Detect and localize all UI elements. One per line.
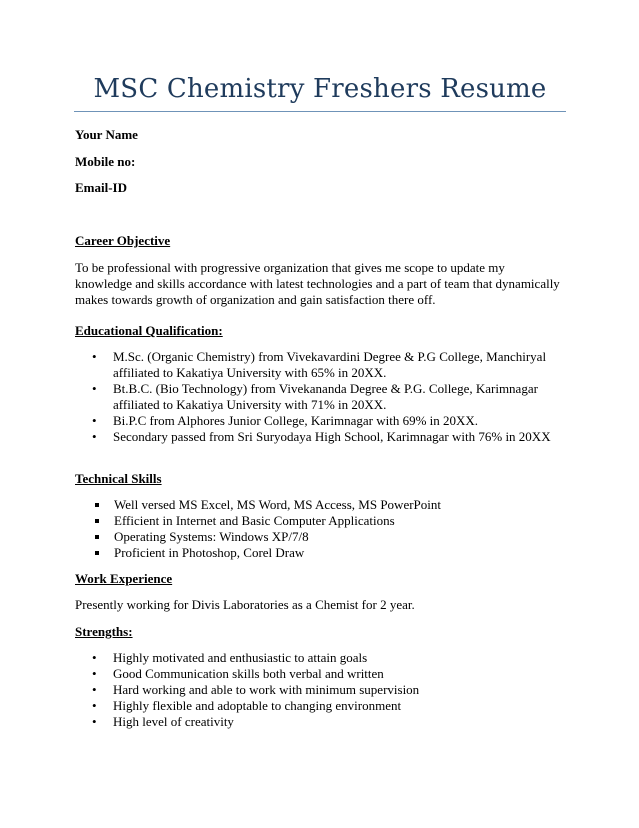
education-item: • Bi.P.C from Alphores Junior College, Karimnagar with 69% in 20XX. [92,413,572,429]
strength-item: • High level of creativity [92,714,562,730]
contact-email: Email-ID [75,180,127,195]
education-list [92,349,572,445]
strength-item: • Highly flexible and adoptable to changing environment [92,698,562,714]
technical-skills-heading: Technical Skills [75,471,162,486]
contact-mobile: Mobile no: [75,154,136,169]
education-item: • Bt.B.C. (Bio Technology) from Vivekananda Degree & P.G. College, Karimnagar affiliated to Kakatiya University with 71% in 20XX. [92,381,572,413]
strength-item: • Hard working and able to work with minimum supervision [92,682,562,698]
strengths-list [92,650,562,730]
education-item: • M.Sc. (Organic Chemistry) from Vivekavardini Degree & P.G College, Manchiryal affiliated to Kakatiya University with 65% in 20XX. [92,349,572,381]
skill-item: Efficient in Internet and Basic Computer Applications [93,513,563,529]
career-objective-text: To be professional with progressive organization that gives me scope to update my knowledge and skills accordance with latest technologies and a part of team that dynamically makes towards growth of organization and gain satisfaction there off. [75,260,560,307]
work-experience-text: Presently working for Divis Laboratories as a Chemist for 2 year. [75,597,415,612]
skill-item: Well versed MS Excel, MS Word, MS Access, MS PowerPoint [93,497,563,513]
education-item: • Secondary passed from Sri Suryodaya High School, Karimnagar with 76% in 20XX [92,429,572,445]
career-objective-heading: Career Objective [75,233,171,248]
strength-item: • Good Communication skills both verbal and written [92,666,562,682]
work-experience-heading: Work Experience [75,571,173,586]
document-title: MSC Chemistry Freshers Resume [93,74,547,104]
skill-item: Proficient in Photoshop, Corel Draw [93,545,563,561]
strengths-heading: Strengths: [75,624,133,639]
strength-item: • Highly motivated and enthusiastic to attain goals [92,650,562,666]
skill-item: Operating Systems: Windows XP/7/8 [93,529,563,545]
title-divider [74,111,566,112]
technical-skills-list [93,497,563,561]
education-heading: Educational Qualification: [75,323,223,338]
contact-name: Your Name [75,127,138,142]
